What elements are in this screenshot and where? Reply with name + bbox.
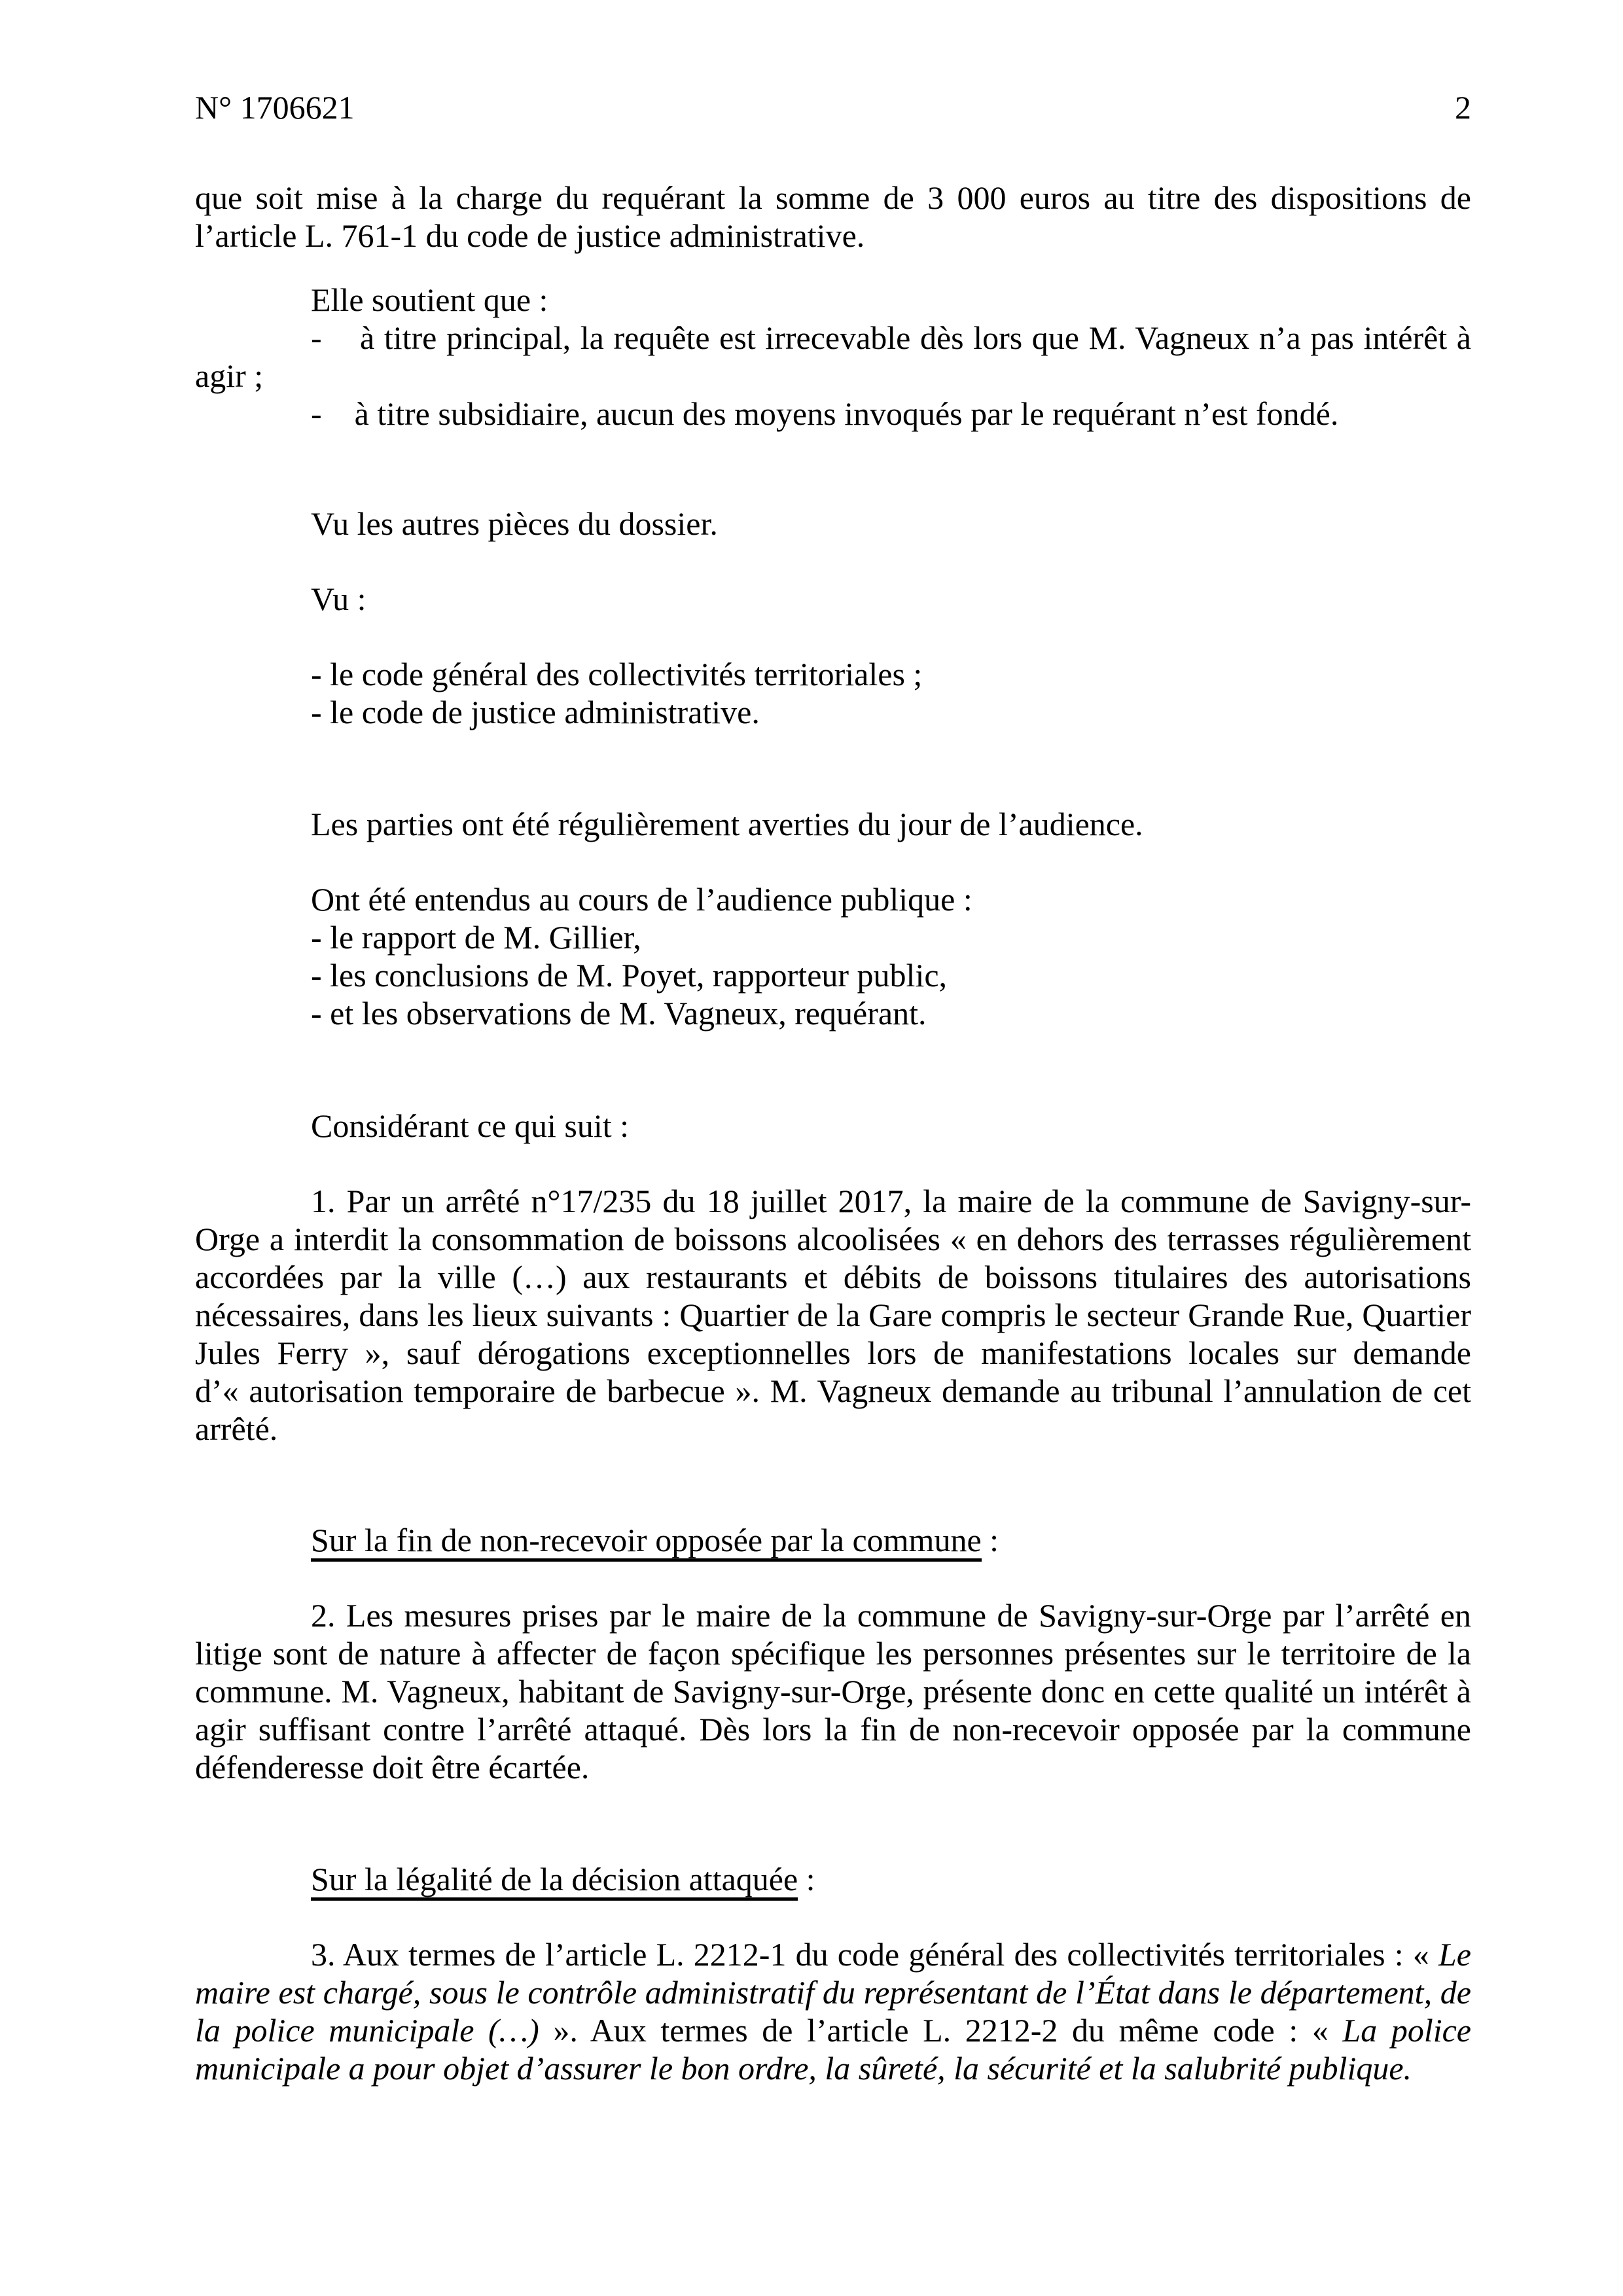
bullet-titre-principal: - à titre principal, la requête est irrecevable dès lors que M. Vagneux n’a pas intérêt à agir ;	[195, 319, 1471, 394]
vu-item-code-collectivites: - le code général des collectivités territoriales ;	[311, 656, 923, 692]
bullet-titre-subsidiaire: - à titre subsidiaire, aucun des moyens invoqués par le requérant n’est fondé.	[311, 395, 1339, 432]
document-body	[195, 179, 1471, 2087]
section-heading-legalite	[195, 1860, 1471, 1898]
entendus-item-observations: - et les observations de M. Vagneux, requérant.	[311, 995, 927, 1031]
section-heading-legalite-colon: :	[798, 1861, 815, 1897]
paragraph-elle-soutient: Elle soutient que :	[311, 281, 548, 318]
point-2-paragraph: 2. Les mesures prises par le maire de la commune de Savigny-sur-Orge par l’arrêté en litige sont de nature à affecter de façon spécifique les personnes présentes sur le territoire de la commune. M. Vagneux, habitant de Savigny-sur-Orge, présente donc en cette qualité un intérêt à agir suffisant contre l’arrêté attaqué. Dès lors la fin de non-recevoir opposée par la commune défenderesse doit être écartée.	[195, 1597, 1471, 1785]
point-3-paragraph	[195, 1935, 1471, 2087]
section-heading-fin-colon: :	[981, 1522, 999, 1558]
vu-item-code-justice: - le code de justice administrative.	[311, 694, 760, 730]
point-3-quote-maire: Le maire est chargé, sous le contrôle administratif du représentant de l’État dans le département, de la police municipale (…)	[195, 1936, 1471, 2049]
point-3-middle: ». Aux termes de l’article L. 2212-2 du même code : «	[539, 2012, 1343, 2049]
section-heading-legalite-text: Sur la légalité de la décision attaquée	[311, 1861, 798, 1901]
section-heading-fin-non-recevoir	[195, 1521, 1471, 1559]
entendus-item-rapport: - le rapport de M. Gillier,	[311, 919, 641, 956]
paragraph-parties-averties: Les parties ont été régulièrement averties du jour de l’audience.	[311, 806, 1143, 842]
case-number: N° 1706621	[195, 89, 355, 126]
page-header	[195, 88, 1471, 126]
paragraph-considerant: Considérant ce qui suit :	[311, 1107, 630, 1144]
paragraph-continuation: que soit mise à la charge du requérant la somme de 3 000 euros au titre des dispositions de l’article L. 761-1 du code de justice administrative.	[195, 179, 1471, 254]
point-3-intro: 3. Aux termes de l’article L. 2212-1 du code général des collectivités territoriales : «	[311, 1936, 1438, 1973]
entendus-item-conclusions: - les conclusions de M. Poyet, rapporteur public,	[311, 957, 948, 994]
section-heading-fin-text: Sur la fin de non-recevoir opposée par la commune	[311, 1522, 982, 1562]
point-3-quote-police: La police municipale a pour objet d’assurer le bon ordre, la sûreté, la sécurité et la salubrité publique.	[195, 2012, 1471, 2087]
paragraph-vu-autres-pieces: Vu les autres pièces du dossier.	[311, 505, 718, 542]
point-1-paragraph: 1. Par un arrêté n°17/235 du 18 juillet 2017, la maire de la commune de Savigny-sur-Orge a interdit la consommation de boissons alcoolisées « en dehors des terrasses régulièrement accordées par la ville (…) aux restaurants et débits de boissons titulaires des autorisations nécessaires, dans les lieux suivants : Quartier de la Gare compris le secteur Grande Rue, Quartier Jules Ferry », sauf dérogations exceptionnelles lors de manifestations locales sur demande d’« autorisation temporaire de barbecue ». M. Vagneux demande au tribunal l’annulation de cet arrêté.	[195, 1183, 1471, 1447]
page-number: 2	[1455, 89, 1471, 126]
paragraph-entendus-intro: Ont été entendus au cours de l’audience publique :	[311, 881, 972, 918]
paragraph-vu: Vu :	[311, 581, 366, 617]
